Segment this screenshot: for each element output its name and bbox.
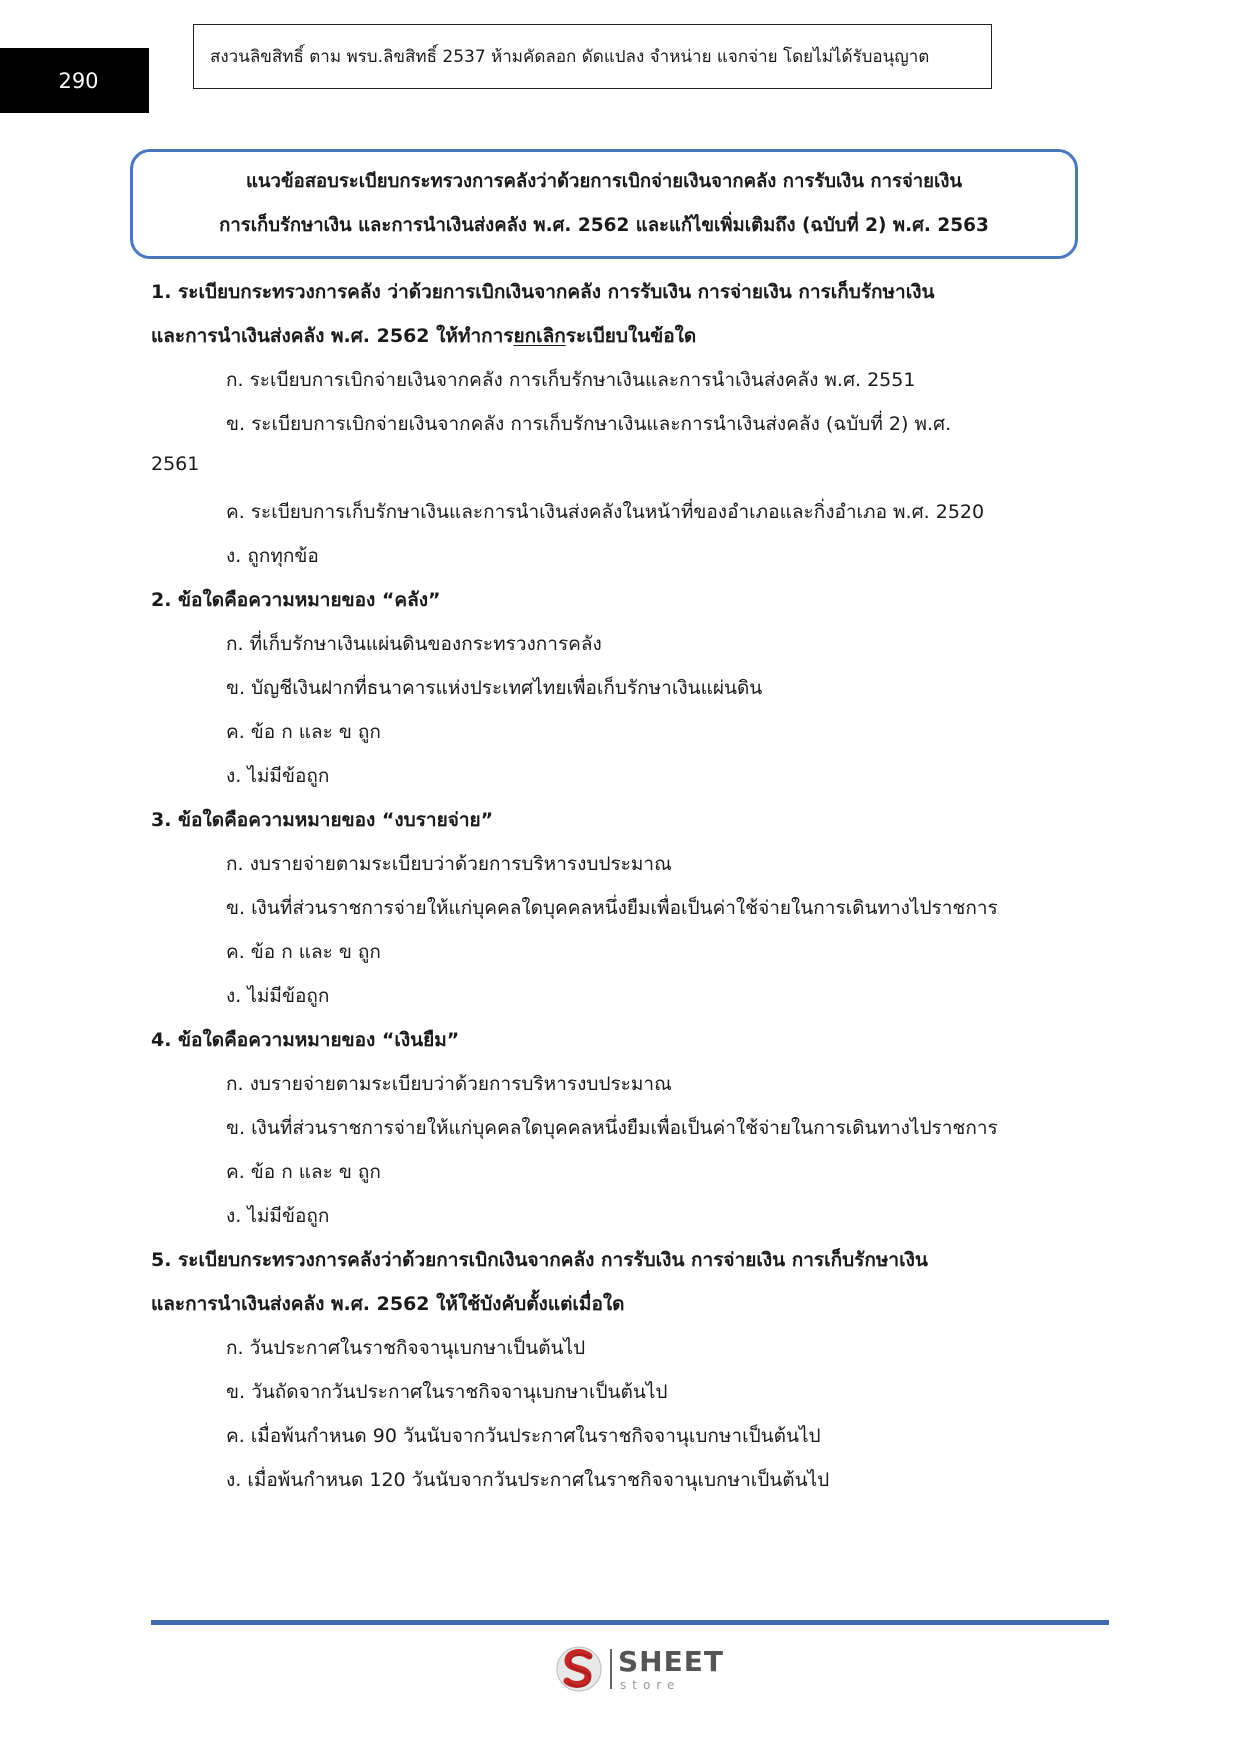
question-1-option-b-continued: 2561 bbox=[151, 453, 200, 475]
page-number-tab bbox=[0, 48, 149, 113]
page-number: 290 bbox=[58, 68, 99, 93]
question-2: 2. ข้อใดคือความหมายของ “คลัง” bbox=[151, 589, 441, 611]
question-2-option-a: ก. ที่เก็บรักษาเงินแผ่นดินของกระทรวงการคลัง bbox=[226, 633, 602, 655]
question-1-option-a: ก. ระเบียบการเบิกจ่ายเงินจากคลัง การเก็บรักษาเงินและการนำเงินส่งคลัง พ.ศ. 2551 bbox=[226, 369, 916, 391]
question-3-option-d: ง. ไม่มีข้อถูก bbox=[226, 985, 330, 1007]
copyright-notice: สงวนลิขสิทธิ์ ตาม พรบ.ลิขสิทธิ์ 2537 ห้ามคัดลอก ดัดแปลง จำหน่าย แจกจ่าย โดยไม่ได้รับอนุญาต bbox=[193, 24, 992, 89]
title-line-1: แนวข้อสอบระเบียบกระทรวงการคลังว่าด้วยการเบิกจ่ายเงินจากคลัง การรับเงิน การจ่ายเงิน bbox=[245, 171, 963, 192]
question-5-option-c: ค. เมื่อพ้นกำหนด 90 วันนับจากวันประกาศในราชกิจจานุเบกษาเป็นต้นไป bbox=[226, 1425, 821, 1447]
question-4: 4. ข้อใดคือความหมายของ “เงินยืม” bbox=[151, 1029, 460, 1051]
logo-divider bbox=[610, 1649, 612, 1689]
question-3-option-b: ข. เงินที่ส่วนราชการจ่ายให้แก่บุคคลใดบุคคลหนึ่งยืมเพื่อเป็นค่าใช้จ่ายในการเดินทางไปราชการ bbox=[226, 897, 998, 919]
title-line-2: การเก็บรักษาเงิน และการนำเงินส่งคลัง พ.ศ. 2562 และแก้ไขเพิ่มเติมถึง (ฉบับที่ 2) พ.ศ. 2563 bbox=[219, 215, 989, 236]
question-1-option-c: ค. ระเบียบการเก็บรักษาเงินและการนำเงินส่งคลังในหน้าที่ของอำเภอและกิ่งอำเภอ พ.ศ. 2520 bbox=[226, 501, 985, 523]
sheet-s-icon bbox=[555, 1643, 603, 1695]
question-5-line-1: 5. ระเบียบกระทรวงการคลังว่าด้วยการเบิกเงินจากคลัง การรับเงิน การจ่ายเงิน การเก็บรักษาเงิน bbox=[151, 1249, 928, 1271]
question-1-line-2: และการนำเงินส่งคลัง พ.ศ. 2562 ให้ทำการยกเลิกระเบียบในข้อใด bbox=[151, 325, 697, 347]
question-2-option-b: ข. บัญชีเงินฝากที่ธนาคารแห่งประเทศไทยเพื่อเก็บรักษาเงินแผ่นดิน bbox=[226, 677, 763, 699]
question-4-option-d: ง. ไม่มีข้อถูก bbox=[226, 1205, 330, 1227]
question-5-option-b: ข. วันถัดจากวันประกาศในราชกิจจานุเบกษาเป็นต้นไป bbox=[226, 1381, 668, 1403]
question-3-option-c: ค. ข้อ ก และ ข ถูก bbox=[226, 941, 381, 963]
sheet-store-logo bbox=[555, 1643, 725, 1695]
question-5-line-2: และการนำเงินส่งคลัง พ.ศ. 2562 ให้ใช้บังคับตั้งแต่เมื่อใด bbox=[151, 1293, 625, 1315]
question-2-option-d: ง. ไม่มีข้อถูก bbox=[226, 765, 330, 787]
question-5-option-a: ก. วันประกาศในราชกิจจานุเบกษาเป็นต้นไป bbox=[226, 1337, 586, 1359]
question-1-option-d: ง. ถูกทุกข้อ bbox=[226, 545, 319, 567]
brand-sub: store bbox=[620, 1678, 681, 1692]
brand-name: SHEET bbox=[618, 1645, 724, 1678]
question-1-option-b: ข. ระเบียบการเบิกจ่ายเงินจากคลัง การเก็บรักษาเงินและการนำเงินส่งคลัง (ฉบับที่ 2) พ.ศ. bbox=[226, 413, 952, 435]
question-3: 3. ข้อใดคือความหมายของ “งบรายจ่าย” bbox=[151, 809, 494, 831]
question-1-line-1: 1. ระเบียบกระทรวงการคลัง ว่าด้วยการเบิกเงินจากคลัง การรับเงิน การจ่ายเงิน การเก็บรักษาเงิน bbox=[151, 281, 935, 303]
question-4-option-a: ก. งบรายจ่ายตามระเบียบว่าด้วยการบริหารงบประมาณ bbox=[226, 1073, 672, 1095]
question-4-option-c: ค. ข้อ ก และ ข ถูก bbox=[226, 1161, 381, 1183]
question-4-option-b: ข. เงินที่ส่วนราชการจ่ายให้แก่บุคคลใดบุคคลหนึ่งยืมเพื่อเป็นค่าใช้จ่ายในการเดินทางไปราชการ bbox=[226, 1117, 998, 1139]
title-box bbox=[130, 149, 1078, 259]
underlined-word: ยกเลิก bbox=[513, 325, 566, 347]
question-2-option-c: ค. ข้อ ก และ ข ถูก bbox=[226, 721, 381, 743]
question-3-option-a: ก. งบรายจ่ายตามระเบียบว่าด้วยการบริหารงบประมาณ bbox=[226, 853, 672, 875]
question-5-option-d: ง. เมื่อพ้นกำหนด 120 วันนับจากวันประกาศในราชกิจจานุเบกษาเป็นต้นไป bbox=[226, 1469, 830, 1491]
footer-rule bbox=[151, 1620, 1109, 1625]
